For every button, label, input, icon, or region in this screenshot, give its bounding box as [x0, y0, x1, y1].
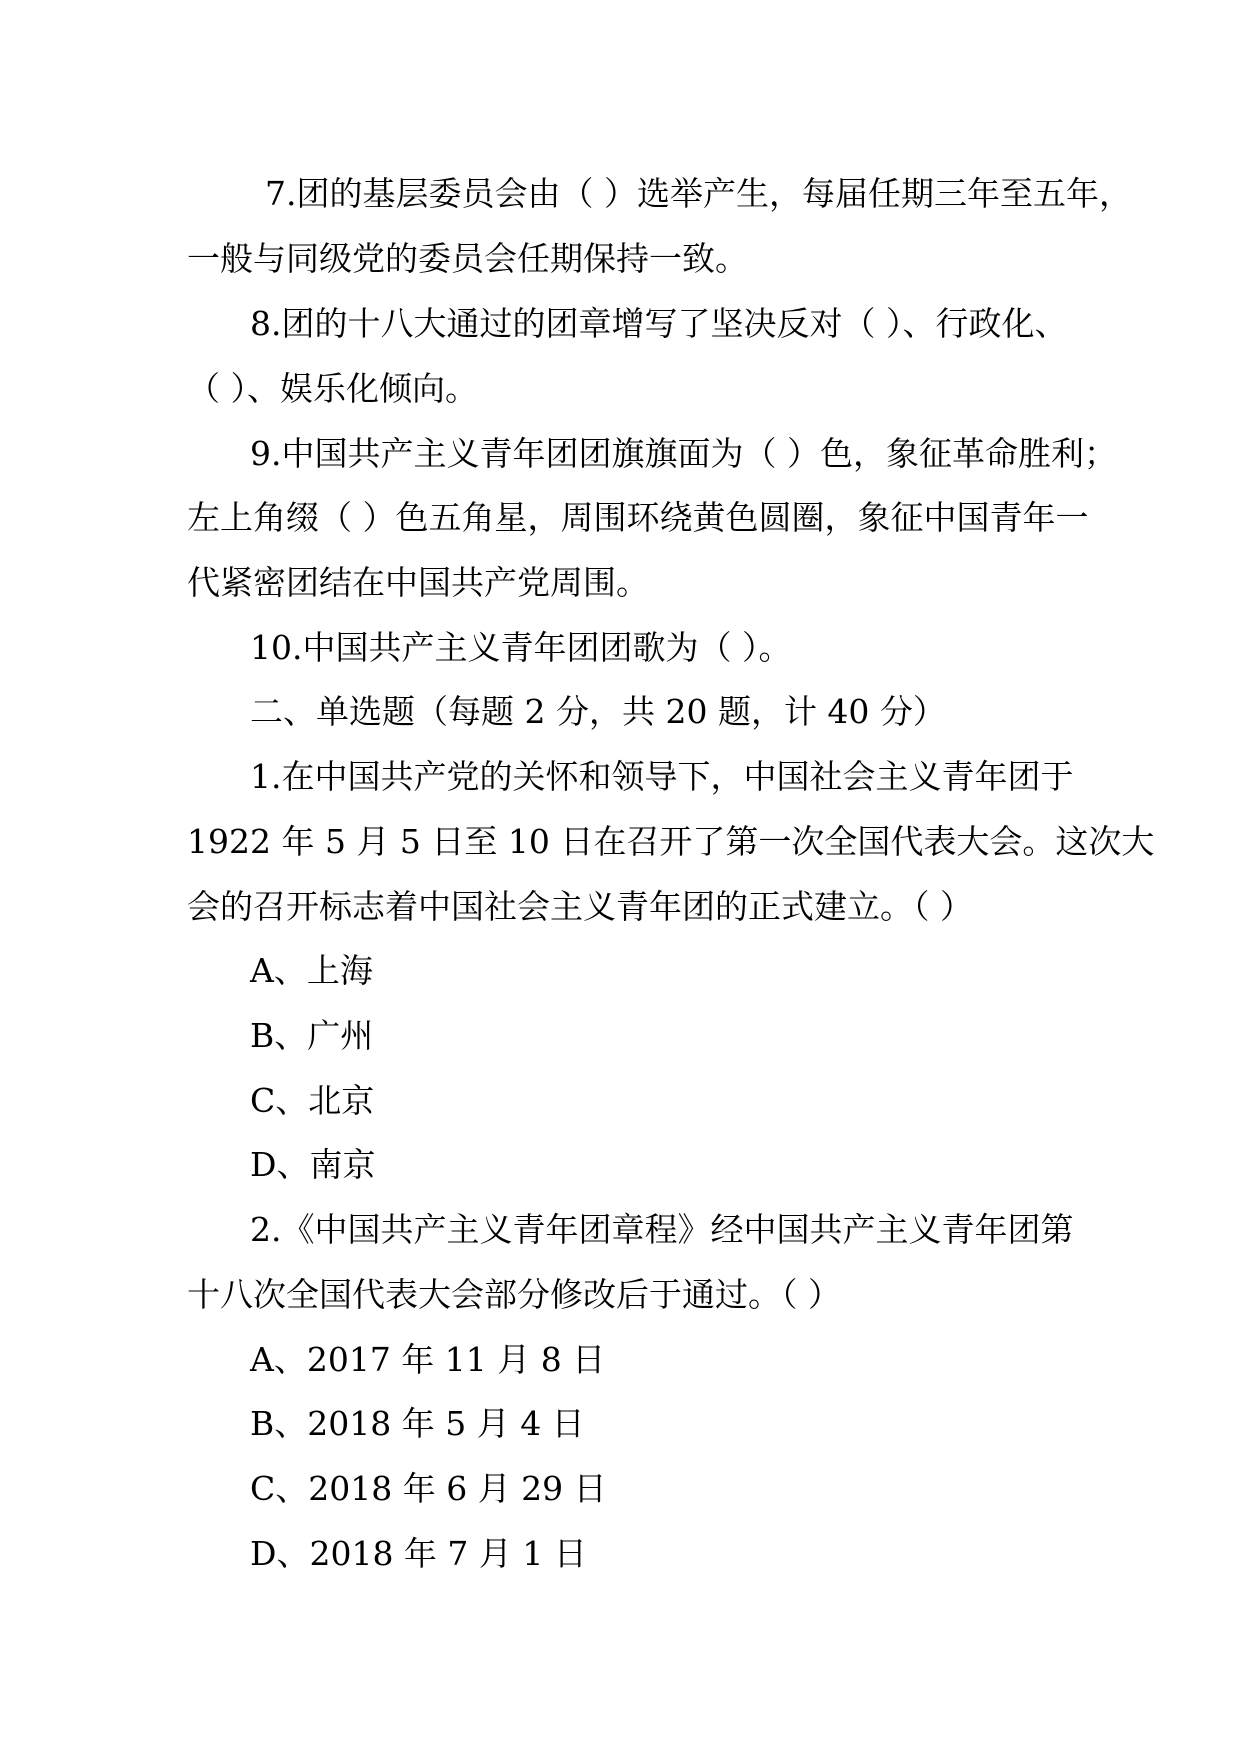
mc-question-2-option-d: D、2018 年 7 月 1 日 — [250, 1534, 587, 1573]
section-heading: 二、单选题（每题 2 分，共 20 题，计 40 分） — [250, 692, 946, 731]
mc-question-1-option-c: C、北京 — [250, 1081, 375, 1120]
mc-question-1-line-3: 会的召开标志着中国社会主义青年团的正式建立。（ ） — [187, 887, 973, 926]
question-9-line-3: 代紧密团结在中国共产党周围。 — [187, 563, 649, 602]
mc-question-2-line-1: 2.《中国共产主义青年团章程》经中国共产主义青年团第 — [250, 1210, 1074, 1249]
question-9-line-1: 9.中国共产主义青年团团旗旗面为（ ）色，象征革命胜利； — [250, 434, 1117, 473]
question-7-line-1: 7.团的基层委员会由（ ）选举产生，每届任期三年至五年， — [265, 174, 1132, 213]
mc-question-1-option-b: B、广州 — [250, 1016, 374, 1055]
question-8-line-1: 8.团的十八大通过的团章增写了坚决反对（ ）、行政化、 — [250, 304, 1068, 343]
mc-question-1-line-2: 1922 年 5 月 5 日至 10 日在召开了第一次全国代表大会。这次大 — [187, 822, 1155, 861]
mc-question-2-option-c: C、2018 年 6 月 29 日 — [250, 1469, 607, 1508]
mc-question-1-option-d: D、南京 — [250, 1145, 376, 1184]
mc-question-2-option-a: A、2017 年 11 月 8 日 — [250, 1340, 606, 1379]
question-9-line-2: 左上角缀（ ）色五角星，周围环绕黄色圆圈，象征中国青年一 — [187, 498, 1089, 537]
mc-question-2-option-b: B、2018 年 5 月 4 日 — [250, 1404, 585, 1443]
question-10-line-1: 10.中国共产主义青年团团歌为（ ）。 — [250, 628, 792, 667]
mc-question-1-line-1: 1.在中国共产党的关怀和领导下，中国社会主义青年团于 — [250, 757, 1074, 796]
mc-question-1-option-a: A、上海 — [250, 951, 373, 990]
question-8-line-2: （ ）、娱乐化倾向。 — [187, 369, 478, 408]
mc-question-2-line-2: 十八次全国代表大会部分修改后于通过。（ ） — [187, 1275, 841, 1314]
question-7-line-2: 一般与同级党的委员会任期保持一致。 — [187, 239, 748, 278]
